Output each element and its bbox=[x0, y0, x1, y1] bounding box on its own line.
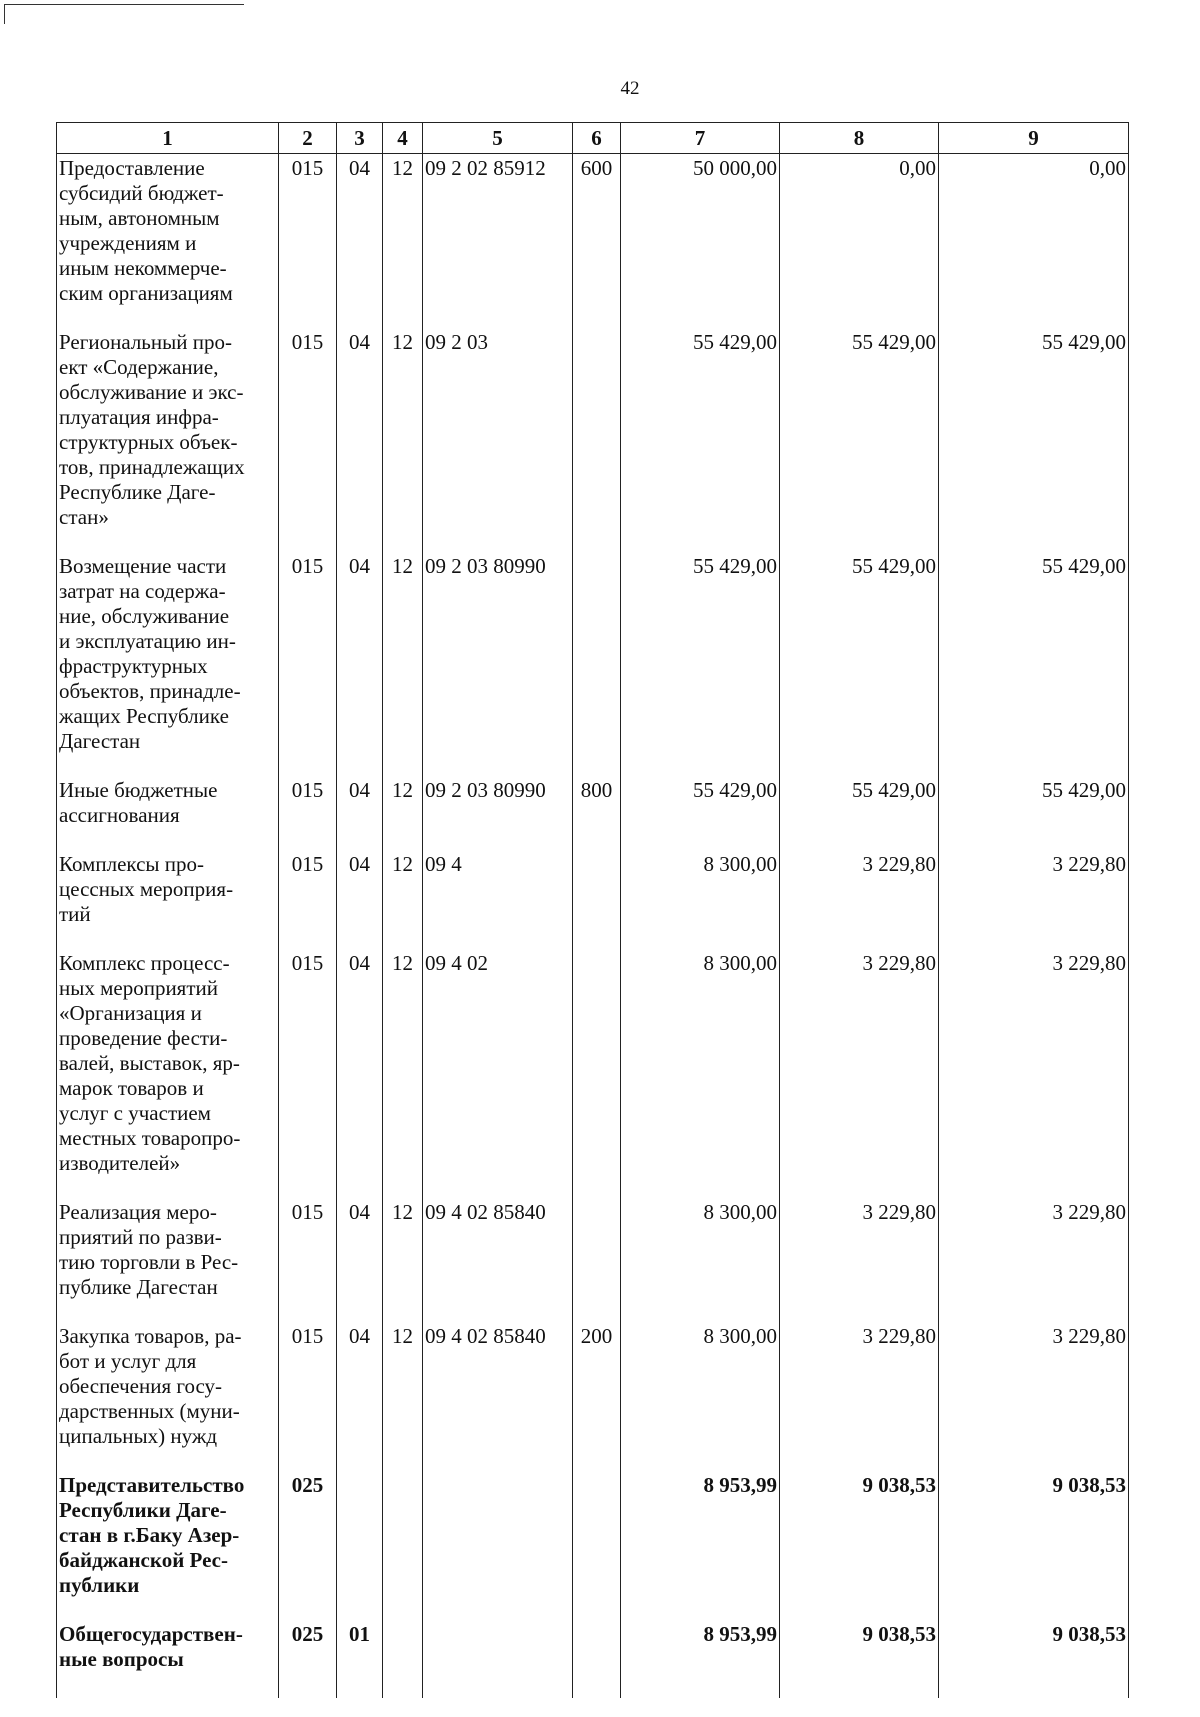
row-name-line: обслуживание и экс- bbox=[59, 380, 244, 404]
amount-cell-col9: 55 429,00 bbox=[939, 552, 1129, 776]
row-name-line: ским организациям bbox=[59, 281, 233, 305]
admin-code-cell: 015 bbox=[279, 949, 337, 1198]
table-row bbox=[57, 850, 1129, 949]
row-name-line: Предоставление bbox=[59, 156, 205, 180]
amount-cell-col7: 8 300,00 bbox=[621, 949, 780, 1198]
row-name-line: Дагестан bbox=[59, 729, 141, 753]
subsection-cell: 12 bbox=[383, 776, 423, 850]
table-row bbox=[57, 552, 1129, 776]
amount-cell-col8: 3 229,80 bbox=[780, 850, 939, 949]
row-name-line: цессных мероприя- bbox=[59, 877, 234, 901]
expense-type-cell bbox=[573, 949, 621, 1198]
target-article-cell: 09 4 02 85840 bbox=[423, 1198, 573, 1322]
section-cell: 04 bbox=[337, 850, 383, 949]
row-name-line: Комплекс процесс- bbox=[59, 951, 230, 975]
row-name-line: местных товаропро- bbox=[59, 1126, 241, 1150]
header-cell: 8 bbox=[780, 123, 939, 154]
table-row bbox=[57, 154, 1129, 329]
header-cell: 1 bbox=[57, 123, 279, 154]
row-name-line: плуатация инфра- bbox=[59, 405, 219, 429]
expense-type-cell bbox=[573, 1471, 621, 1620]
header-cell: 3 bbox=[337, 123, 383, 154]
row-name-cell bbox=[57, 154, 279, 329]
expense-type-cell: 800 bbox=[573, 776, 621, 850]
row-name-line: иным некоммерче- bbox=[59, 256, 227, 280]
amount-cell-col8: 3 229,80 bbox=[780, 1198, 939, 1322]
budget-table bbox=[56, 122, 1129, 1698]
subsection-cell: 12 bbox=[383, 1322, 423, 1471]
amount-cell-col7: 50 000,00 bbox=[621, 154, 780, 329]
row-name-line: приятий по разви- bbox=[59, 1225, 222, 1249]
row-name-line: и эксплуатацию ин- bbox=[59, 629, 236, 653]
row-name-line: бот и услуг для bbox=[59, 1349, 197, 1373]
subsection-cell: 12 bbox=[383, 1198, 423, 1322]
amount-cell-col9: 3 229,80 bbox=[939, 1322, 1129, 1471]
target-article-cell: 09 4 02 bbox=[423, 949, 573, 1198]
row-name-line: марок товаров и bbox=[59, 1076, 204, 1100]
row-name-line: Республике Даге- bbox=[59, 480, 216, 504]
scan-edge-line bbox=[4, 4, 244, 5]
subsection-cell bbox=[383, 1620, 423, 1698]
amount-cell-col9: 9 038,53 bbox=[939, 1471, 1129, 1620]
row-name-line: изводителей» bbox=[59, 1151, 181, 1175]
header-cell: 5 bbox=[423, 123, 573, 154]
table-row bbox=[57, 1620, 1129, 1698]
expense-type-cell bbox=[573, 328, 621, 552]
admin-code-cell: 015 bbox=[279, 328, 337, 552]
section-cell: 04 bbox=[337, 328, 383, 552]
section-cell: 04 bbox=[337, 552, 383, 776]
amount-cell-col8: 3 229,80 bbox=[780, 1322, 939, 1471]
row-name-line: проведение фести- bbox=[59, 1026, 228, 1050]
target-article-cell: 09 2 03 bbox=[423, 328, 573, 552]
amount-cell-col9: 55 429,00 bbox=[939, 328, 1129, 552]
row-name-line: Иные бюджетные bbox=[59, 778, 218, 802]
admin-code-cell: 015 bbox=[279, 1322, 337, 1471]
expense-type-cell bbox=[573, 552, 621, 776]
row-name-line: ципальных) нужд bbox=[59, 1424, 218, 1448]
row-name-line: ассигнования bbox=[59, 803, 180, 827]
row-name-line: ект «Содержание, bbox=[59, 355, 219, 379]
row-name-line: «Организация и bbox=[59, 1001, 202, 1025]
admin-code-cell: 015 bbox=[279, 850, 337, 949]
row-name-cell bbox=[57, 328, 279, 552]
row-name-line: Комплексы про- bbox=[59, 852, 204, 876]
admin-code-cell: 015 bbox=[279, 552, 337, 776]
row-name-line: субсидий бюджет- bbox=[59, 181, 224, 205]
subsection-cell: 12 bbox=[383, 328, 423, 552]
row-name-line: тию торговли в Рес- bbox=[59, 1250, 239, 1274]
row-name-line: жащих Республике bbox=[59, 704, 229, 728]
section-cell: 01 bbox=[337, 1620, 383, 1698]
row-name-line: объектов, принадле- bbox=[59, 679, 241, 703]
section-cell: 04 bbox=[337, 949, 383, 1198]
row-name-line: фраструктурных bbox=[59, 654, 208, 678]
amount-cell-col8: 3 229,80 bbox=[780, 949, 939, 1198]
section-cell: 04 bbox=[337, 776, 383, 850]
amount-cell-col7: 8 953,99 bbox=[621, 1620, 780, 1698]
row-name-cell bbox=[57, 1471, 279, 1620]
row-name-line: Региональный про- bbox=[59, 330, 232, 354]
expense-type-cell: 200 bbox=[573, 1322, 621, 1471]
row-name-line: байджанской Рес- bbox=[59, 1548, 228, 1572]
subsection-cell: 12 bbox=[383, 949, 423, 1198]
table-row bbox=[57, 1471, 1129, 1620]
row-name-line: обеспечения госу- bbox=[59, 1374, 223, 1398]
scan-edge-mark bbox=[4, 4, 5, 24]
amount-cell-col7: 55 429,00 bbox=[621, 328, 780, 552]
amount-cell-col8: 0,00 bbox=[780, 154, 939, 329]
row-name-line: стан» bbox=[59, 505, 109, 529]
amount-cell-col8: 55 429,00 bbox=[780, 552, 939, 776]
amount-cell-col9: 55 429,00 bbox=[939, 776, 1129, 850]
amount-cell-col7: 8 300,00 bbox=[621, 850, 780, 949]
row-name-cell bbox=[57, 552, 279, 776]
target-article-cell bbox=[423, 1471, 573, 1620]
admin-code-cell: 015 bbox=[279, 776, 337, 850]
row-name-cell bbox=[57, 949, 279, 1198]
row-name-line: тов, принадлежащих bbox=[59, 455, 245, 479]
table-body bbox=[57, 154, 1129, 1699]
page-number: 42 bbox=[620, 78, 640, 99]
amount-cell-col8: 55 429,00 bbox=[780, 328, 939, 552]
row-name-line: Реализация меро- bbox=[59, 1200, 217, 1224]
amount-cell-col8: 9 038,53 bbox=[780, 1620, 939, 1698]
row-name-line: Республики Даге- bbox=[59, 1498, 227, 1522]
section-cell: 04 bbox=[337, 154, 383, 329]
target-article-cell: 09 2 03 80990 bbox=[423, 552, 573, 776]
table-row bbox=[57, 328, 1129, 552]
row-name-cell bbox=[57, 776, 279, 850]
amount-cell-col9: 3 229,80 bbox=[939, 949, 1129, 1198]
subsection-cell: 12 bbox=[383, 552, 423, 776]
amount-cell-col7: 8 300,00 bbox=[621, 1198, 780, 1322]
expense-type-cell: 600 bbox=[573, 154, 621, 329]
row-name-cell bbox=[57, 850, 279, 949]
row-name-line: дарственных (муни- bbox=[59, 1399, 240, 1423]
row-name-line: затрат на содержа- bbox=[59, 579, 226, 603]
row-name-line: ным, автономным bbox=[59, 206, 220, 230]
row-name-cell bbox=[57, 1322, 279, 1471]
row-name-line: учреждениям и bbox=[59, 231, 197, 255]
header-cell: 7 bbox=[621, 123, 780, 154]
row-name-line: валей, выставок, яр- bbox=[59, 1051, 240, 1075]
admin-code-cell: 025 bbox=[279, 1620, 337, 1698]
amount-cell-col7: 55 429,00 bbox=[621, 552, 780, 776]
subsection-cell bbox=[383, 1471, 423, 1620]
amount-cell-col8: 55 429,00 bbox=[780, 776, 939, 850]
row-name-line: ные вопросы bbox=[59, 1647, 184, 1671]
header-cell: 6 bbox=[573, 123, 621, 154]
admin-code-cell: 015 bbox=[279, 154, 337, 329]
expense-type-cell bbox=[573, 1620, 621, 1698]
header-cell: 9 bbox=[939, 123, 1129, 154]
table-header-row bbox=[57, 123, 1129, 154]
amount-cell-col9: 9 038,53 bbox=[939, 1620, 1129, 1698]
amount-cell-col9: 3 229,80 bbox=[939, 1198, 1129, 1322]
amount-cell-col7: 8 300,00 bbox=[621, 1322, 780, 1471]
section-cell: 04 bbox=[337, 1322, 383, 1471]
row-name-line: услуг с участием bbox=[59, 1101, 211, 1125]
row-name-line: публике Дагестан bbox=[59, 1275, 218, 1299]
target-article-cell bbox=[423, 1620, 573, 1698]
row-name-line: Возмещение части bbox=[59, 554, 227, 578]
row-name-line: ние, обслуживание bbox=[59, 604, 230, 628]
amount-cell-col9: 3 229,80 bbox=[939, 850, 1129, 949]
subsection-cell: 12 bbox=[383, 154, 423, 329]
table-row bbox=[57, 1322, 1129, 1471]
table-row bbox=[57, 949, 1129, 1198]
row-name-line: стан в г.Баку Азер- bbox=[59, 1523, 240, 1547]
target-article-cell: 09 4 02 85840 bbox=[423, 1322, 573, 1471]
subsection-cell: 12 bbox=[383, 850, 423, 949]
target-article-cell: 09 2 03 80990 bbox=[423, 776, 573, 850]
section-cell bbox=[337, 1471, 383, 1620]
target-article-cell: 09 4 bbox=[423, 850, 573, 949]
amount-cell-col7: 8 953,99 bbox=[621, 1471, 780, 1620]
header-cell: 2 bbox=[279, 123, 337, 154]
row-name-line: публики bbox=[59, 1573, 140, 1597]
amount-cell-col7: 55 429,00 bbox=[621, 776, 780, 850]
row-name-line: тий bbox=[59, 902, 91, 926]
section-cell: 04 bbox=[337, 1198, 383, 1322]
admin-code-cell: 015 bbox=[279, 1198, 337, 1322]
header-cell: 4 bbox=[383, 123, 423, 154]
row-name-line: Представительство bbox=[59, 1473, 245, 1497]
row-name-line: Закупка товаров, ра- bbox=[59, 1324, 242, 1348]
row-name-line: Общегосударствен- bbox=[59, 1622, 243, 1646]
expense-type-cell bbox=[573, 1198, 621, 1322]
target-article-cell: 09 2 02 85912 bbox=[423, 154, 573, 329]
row-name-line: ных мероприятий bbox=[59, 976, 218, 1000]
amount-cell-col9: 0,00 bbox=[939, 154, 1129, 329]
table-row bbox=[57, 776, 1129, 850]
expense-type-cell bbox=[573, 850, 621, 949]
row-name-cell bbox=[57, 1620, 279, 1698]
amount-cell-col8: 9 038,53 bbox=[780, 1471, 939, 1620]
row-name-line: структурных объек- bbox=[59, 430, 238, 454]
row-name-cell bbox=[57, 1198, 279, 1322]
table-row bbox=[57, 1198, 1129, 1322]
admin-code-cell: 025 bbox=[279, 1471, 337, 1620]
